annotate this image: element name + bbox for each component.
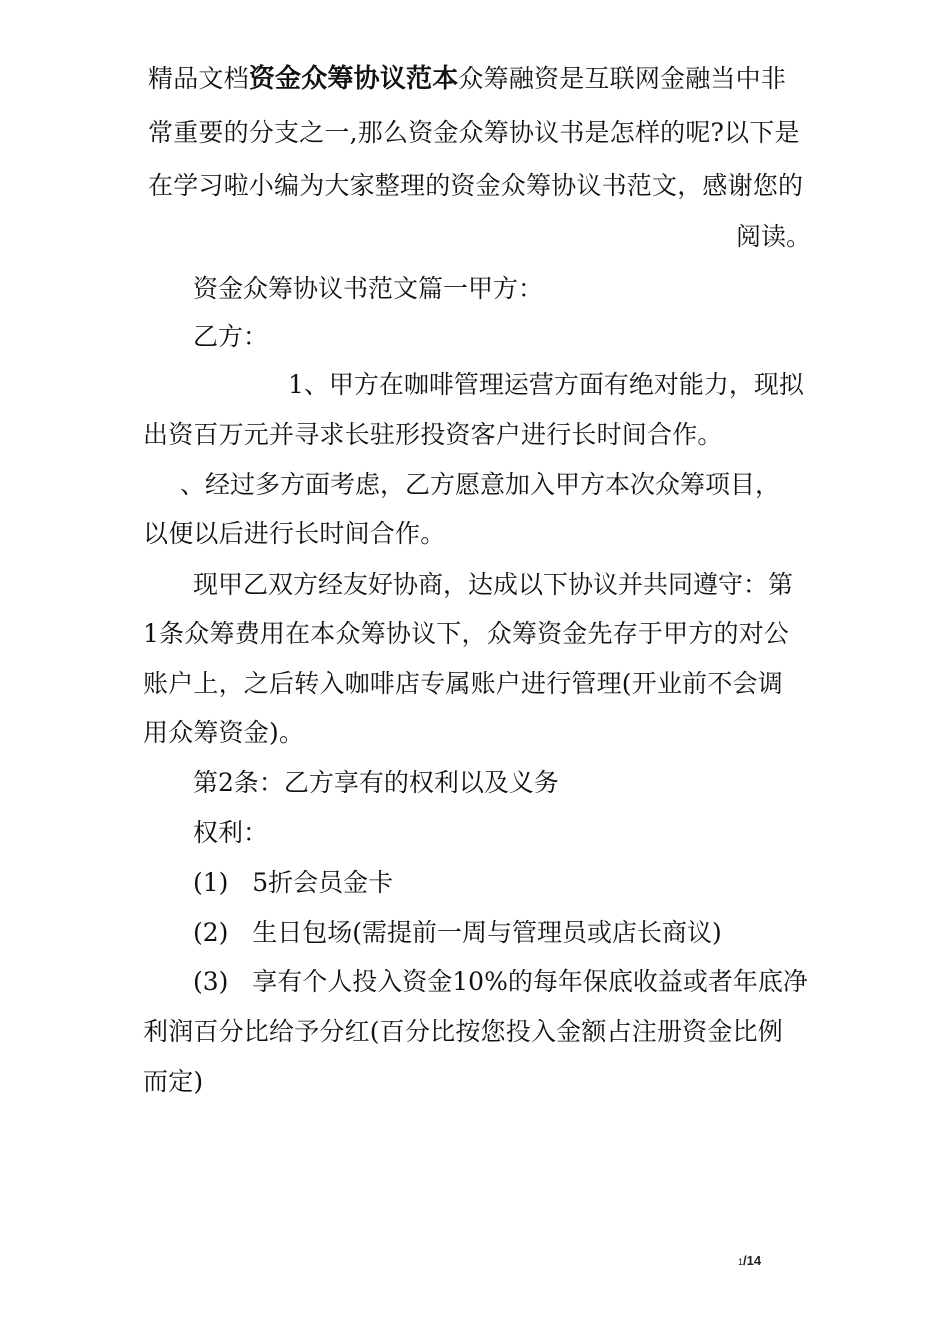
list-item: (1) 5折会员金卡 [193, 868, 394, 897]
intro-text: 众筹融资是互联网金融当中非 [458, 64, 787, 93]
intro-line-1 [148, 64, 786, 94]
page-number [738, 1253, 761, 1268]
list-item: (3) 享有个人投入资金10%的每年保底收益或者年底净 [193, 967, 808, 996]
paragraph-line: 乙方： [193, 322, 269, 351]
paragraph-line: 第2条：乙方享有的权利以及义务 [193, 768, 559, 797]
paragraph-line: 1、甲方在咖啡管理运营方面有绝对能力，现拟 [288, 370, 804, 399]
paragraph-line: 利润百分比给予分红(百分比按您投入金额占注册资金比例 [143, 1017, 783, 1046]
watermark-prefix: 精品文档 [148, 64, 249, 93]
paragraph-line: 资金众筹协议书范文篇一甲方： [193, 274, 544, 303]
paragraph-line: 以便以后进行长时间合作。 [143, 519, 446, 548]
paragraph-line: 出资百万元并寻求长驻形投资客户进行长时间合作。 [143, 420, 723, 449]
paragraph-line: 用众筹资金)。 [143, 718, 305, 747]
intro-line-3: 在学习啦小编为大家整理的资金众筹协议书范文，感谢您的 [148, 171, 804, 200]
paragraph-line: 现甲乙双方经友好协商，达成以下协议并共同遵守：第 [193, 570, 794, 599]
intro-line-4: 阅读。 [736, 222, 812, 251]
paragraph-line: 、经过多方面考虑，乙方愿意加入甲方本次众筹项目， [180, 470, 781, 499]
list-item: (2) 生日包场(需提前一周与管理员或店长商议) [193, 918, 722, 947]
paragraph-line: 账户上，之后转入咖啡店专属账户进行管理(开业前不会调 [143, 669, 783, 698]
intro-line-2: 常重要的分支之一,那么资金众筹协议书是怎样的呢?以下是 [148, 118, 800, 147]
paragraph-line: 权利： [193, 818, 269, 847]
paragraph-line: 1条众筹费用在本众筹协议下，众筹资金先存于甲方的对公 [143, 619, 790, 648]
paragraph-line: 而定) [143, 1067, 204, 1096]
page-current: 1 [738, 1257, 744, 1267]
document-title: 资金众筹协议范本 [248, 64, 459, 94]
page-total: /14 [743, 1253, 762, 1268]
